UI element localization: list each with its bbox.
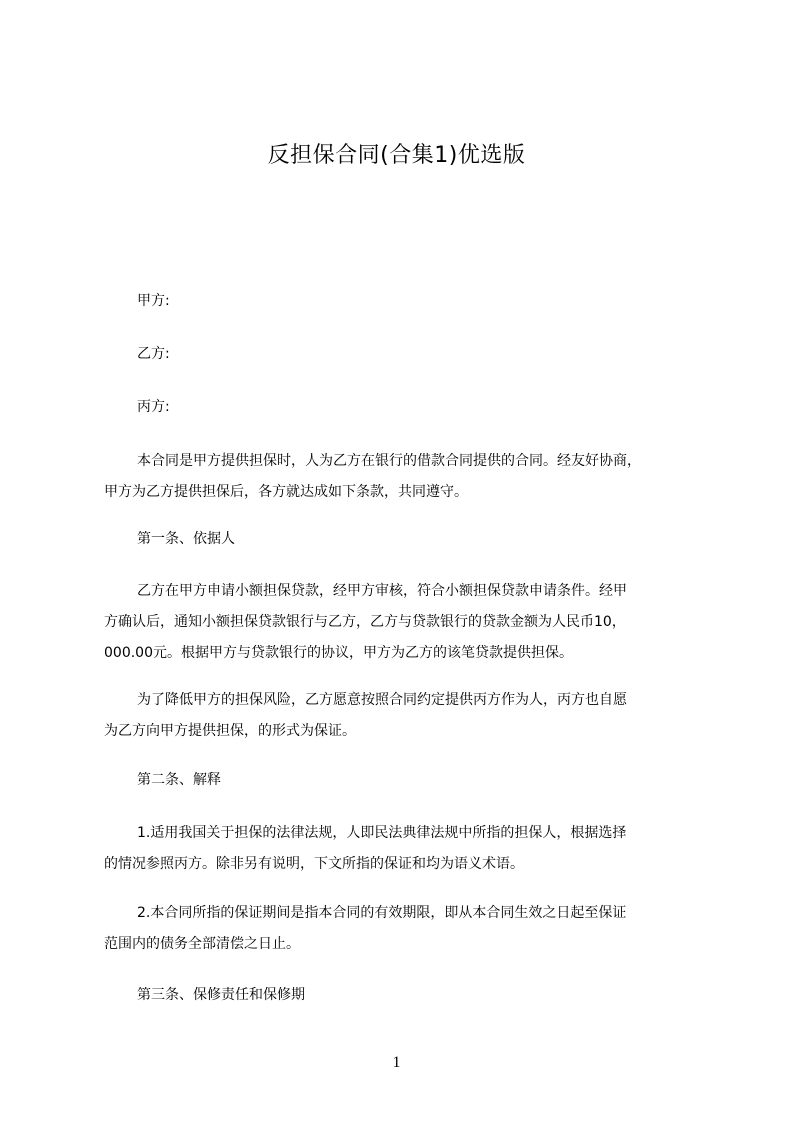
document-title: 反担保合同(合集1)优选版 [267, 143, 526, 168]
article-2-item-2-line-1: 2.本合同所指的保证期间是指本合同的有效期限，即从本合同生效之日起至保证 [137, 905, 627, 921]
article-2-item-2 [104, 898, 698, 960]
article-2-item-1-line-2: 的情况参照丙方。除非另有说明，下文所指的保证和均为语义术语。 [104, 856, 524, 872]
article-2-item-2-line-2: 范围内的债务全部清偿之日止。 [104, 936, 300, 952]
article-1-paragraph-1 [104, 576, 698, 669]
article-1-heading: 第一条、依据人 [137, 531, 235, 547]
party-c-label: 丙方: [137, 399, 170, 415]
article-2-heading: 第二条、解释 [137, 772, 221, 788]
article-3-heading: 第三条、保修责任和保修期 [137, 987, 305, 1003]
article-1-para-1-line-3: 000.00元。根据甲方与贷款银行的协议，甲方为乙方的该笔贷款提供担保。 [104, 645, 573, 661]
article-1-paragraph-2 [104, 685, 698, 747]
party-b-label: 乙方: [137, 346, 170, 362]
page-number: 1 [392, 1054, 401, 1071]
article-1-para-1-line-1: 乙方在甲方申请小额担保贷款，经甲方审核，符合小额担保贷款申请条件。经甲 [137, 583, 627, 599]
article-2-item-1-line-1: 1.适用我国关于担保的法律法规，人即民法典律法规中所指的担保人，根据选择 [137, 825, 627, 841]
party-a-label: 甲方: [137, 293, 170, 309]
intro-line-2: 甲方为乙方提供担保后，各方就达成如下条款，共同遵守。 [104, 484, 468, 500]
article-1-para-1-line-2: 方确认后，通知小额担保贷款银行与乙方，乙方与贷款银行的贷款金额为人民币10， [104, 614, 626, 630]
intro-paragraph [104, 446, 698, 508]
article-1-para-2-line-1: 为了降低甲方的担保风险，乙方愿意按照合同约定提供丙方作为人，丙方也自愿 [137, 692, 627, 708]
article-2-item-1 [104, 818, 698, 880]
intro-line-1: 本合同是甲方提供担保时，人为乙方在银行的借款合同提供的合同。经友好协商， [137, 453, 641, 469]
article-1-para-2-line-2: 为乙方向甲方提供担保，的形式为保证。 [104, 723, 356, 739]
